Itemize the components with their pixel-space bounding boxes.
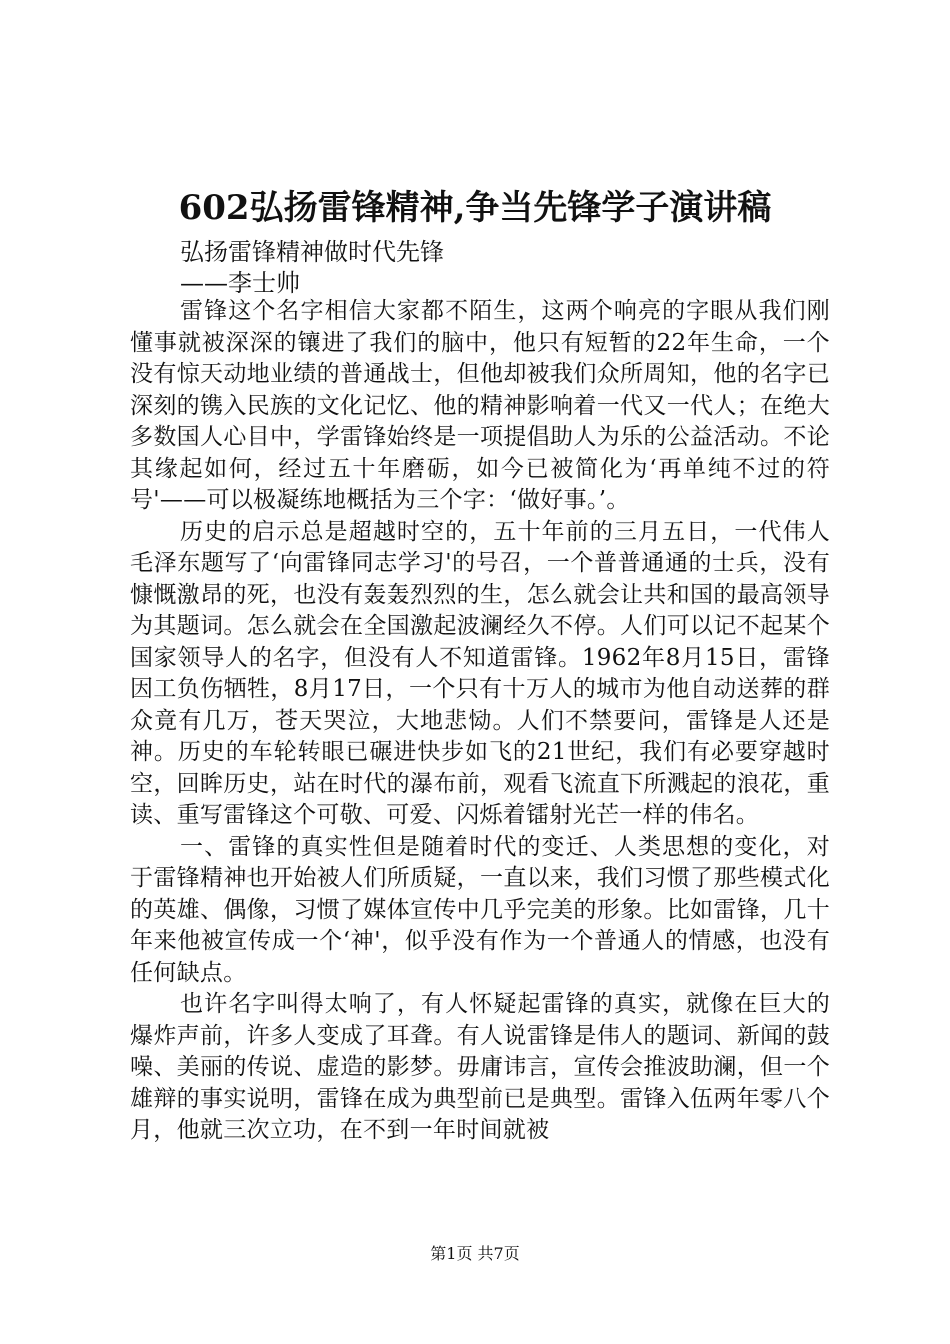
paragraph: 雷锋这个名字相信大家都不陌生，这两个响亮的字眼从我们刚懂事就被深深的镶进了我们的脑中，他只有短暂的22年生命，一个没有惊天动地业绩的普通战士，但他却被我们众所周知，他的名字已深刻的镌入民族的文化记忆、他的精神影响着一代又一代人；在绝大多数国人心目中，学雷锋始终是一项提倡助人为乐的公益活动。不论其缘起如何，经过五十年磨砺，如今已被简化为‘再单纯不过的符号'——可以极凝练地概括为三个字：‘做好事。’。 [130,298,830,513]
paragraph: 也许名字叫得太响了，有人怀疑起雷锋的真实，就像在巨大的爆炸声前，许多人变成了耳聋。有人说雷锋是伟人的题词、新闻的鼓噪、美丽的传说、虚造的影梦。毋庸讳言，宣传会推波助澜，但一个雄辩的事实说明，雷锋在成为典型前已是典型。雷锋入伍两年零八个月，他就三次立功，在不到一年时间就被 [130,991,830,1143]
speech-subtitle: 弘扬雷锋精神做时代先锋 [180,238,444,266]
paragraph: 历史的启示总是超越时空的，五十年前的三月五日，一代伟人毛泽东题写了‘向雷锋同志学习'的号召，一个普普通通的士兵，没有慷慨激昂的死，也没有轰轰烈烈的生，怎么就会让共和国的最高领导为其题词。怎么就会在全国激起波澜经久不停。人们可以记不起某个国家领导人的名字，但没有人不知道雷锋。1962年8月15日，雷锋因工负伤牺牲，8月17日，一个只有十万人的城市为他自动送葬的群众竟有几万，苍天哭泣，大地悲恸。人们不禁要问，雷锋是人还是神。历史的车轮转眼已碾进快步如飞的21世纪，我们有必要穿越时空，回眸历史，站在时代的瀑布前，观看飞流直下所溅起的浪花，重读、重写雷锋这个可敬、可爱、闪烁着镭射光芒一样的伟名。 [130,518,830,828]
page-number-footer: 第1页 共7页 [430,1244,520,1263]
speech-body [130,296,830,1147]
author-line: ——李士帅 [180,269,300,297]
page-title: 602弘扬雷锋精神,争当先锋学子演讲稿 [178,188,772,228]
paragraph: 一、雷锋的真实性但是随着时代的变迁、人类思想的变化，对于雷锋精神也开始被人们所质疑，一直以来，我们习惯了那些模式化的英雄、偶像，习惯了媒体宣传中几乎完美的形象。比如雷锋，几十年来他被宣传成一个‘神'，似乎没有作为一个普通人的情感，也没有任何缺点。 [130,833,830,986]
